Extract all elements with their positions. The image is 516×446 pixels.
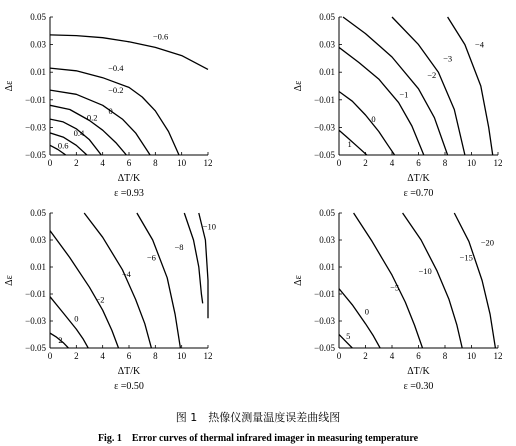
y-tick-label: 0.03 (319, 39, 335, 50)
x-tick-label: 12 (203, 158, 213, 168)
panel-title: ε =0.70 (403, 188, 434, 199)
y-axis-label: Δε (293, 275, 304, 286)
x-tick-label: 12 (493, 158, 503, 168)
x-tick-label: 12 (493, 351, 503, 361)
panel-title: ε =0.50 (114, 381, 144, 392)
x-tick-label: 6 (126, 158, 132, 168)
x-axis-label: ΔT/K (117, 366, 141, 377)
x-tick-label: 2 (363, 351, 368, 361)
chart-panel-2 (293, 12, 503, 199)
y-tick-label: −0.03 (314, 122, 335, 133)
contour-label: 0 (74, 313, 79, 324)
x-tick-label: 0 (336, 351, 342, 361)
series-curve (50, 297, 88, 348)
contour-label: −8 (174, 241, 184, 252)
x-tick-label: 4 (389, 158, 395, 168)
x-tick-label: 8 (442, 351, 448, 361)
x-tick-label: 2 (363, 158, 368, 168)
y-tick-label: −0.03 (314, 316, 335, 326)
x-axis-label: ΔT/K (407, 366, 430, 377)
y-tick-label: −0.05 (25, 150, 46, 160)
contour-label: 0 (371, 114, 376, 125)
y-tick-label: −0.01 (314, 289, 335, 299)
contour-label: −0.2 (108, 85, 124, 96)
y-tick-label: −0.05 (25, 343, 46, 353)
x-tick-label: 10 (177, 351, 187, 361)
y-tick-label: −0.01 (25, 289, 46, 299)
chart-panel-4 (293, 208, 503, 392)
x-tick-label: 10 (467, 351, 476, 361)
y-tick-label: 0.05 (319, 12, 335, 22)
y-tick-label: 0.03 (319, 235, 335, 245)
series-curve (137, 213, 181, 348)
contour-label: −0.6 (152, 31, 169, 42)
x-tick-label: 8 (153, 158, 158, 168)
x-tick-label: 8 (153, 351, 158, 361)
y-axis-label: Δε (4, 80, 15, 92)
series-curve (84, 213, 151, 348)
x-tick-label: 4 (100, 158, 105, 168)
contour-label: 0.6 (57, 140, 69, 151)
x-tick-label: 6 (416, 158, 421, 168)
contour-label: 2 (58, 334, 63, 345)
x-tick-label: 6 (126, 351, 132, 361)
x-tick-label: 6 (416, 351, 421, 361)
contour-label: −15 (459, 252, 473, 263)
chart-panel-1 (4, 12, 213, 199)
x-tick-label: 10 (177, 158, 187, 168)
y-tick-label: 0.01 (319, 67, 335, 78)
x-axis-label: ΔT/K (407, 173, 430, 184)
y-tick-label: −0.03 (25, 122, 46, 133)
contour-label: −4 (121, 268, 131, 279)
series-curve (50, 35, 208, 70)
contour-label: 5 (346, 330, 351, 341)
y-tick-label: 0.03 (30, 235, 46, 245)
contour-label: −20 (480, 237, 495, 248)
y-tick-label: 0.05 (319, 208, 335, 218)
contour-label: 0 (108, 105, 113, 116)
y-tick-label: 0.01 (319, 262, 335, 272)
y-tick-label: −0.05 (314, 343, 335, 353)
contour-label: −1 (399, 89, 409, 100)
y-tick-label: −0.05 (314, 150, 335, 160)
contour-label: −10 (202, 221, 216, 232)
x-tick-label: 2 (74, 158, 79, 168)
series-curve (343, 17, 448, 155)
y-tick-label: 0.01 (30, 67, 46, 78)
x-tick-label: 12 (203, 351, 213, 361)
contour-label: 0.4 (73, 127, 85, 138)
series-curve (392, 17, 465, 155)
x-tick-label: 0 (336, 158, 342, 168)
contour-label: −2 (95, 294, 105, 305)
x-tick-label: 0 (47, 158, 53, 168)
contour-label: 0 (364, 306, 369, 317)
x-tick-label: 0 (47, 351, 53, 361)
contour-label: −4 (474, 39, 484, 50)
panel-title: ε =0.93 (114, 188, 144, 199)
chart-panel-3 (4, 208, 216, 392)
series-curve (50, 231, 119, 348)
series-curve (454, 213, 495, 348)
panel-title: ε =0.30 (403, 381, 434, 392)
series-curve (184, 213, 202, 303)
series-curve (339, 130, 367, 155)
y-tick-label: 0.03 (30, 39, 46, 50)
contour-label: −6 (146, 252, 156, 263)
series-curve (448, 17, 493, 155)
y-tick-label: −0.01 (314, 94, 335, 105)
contour-label: −2 (427, 69, 437, 80)
x-axis-label: ΔT/K (117, 173, 141, 184)
x-tick-label: 4 (389, 351, 395, 361)
contour-label: −5 (390, 282, 400, 293)
y-tick-label: 0.05 (30, 12, 46, 22)
x-tick-label: 2 (74, 351, 79, 361)
contour-label: 1 (347, 138, 352, 149)
y-tick-label: −0.03 (25, 316, 46, 326)
series-curve (403, 213, 463, 348)
contour-label: 0.2 (86, 112, 98, 123)
x-tick-label: 10 (467, 158, 476, 168)
caption-english: Fig. 1 Error curves of thermal infrared imager in measuring temperature (97, 433, 419, 444)
y-axis-label: Δε (293, 80, 304, 92)
contour-label: −0.4 (108, 63, 124, 74)
y-tick-label: −0.01 (25, 94, 46, 105)
series-curve (354, 213, 423, 348)
y-tick-label: 0.01 (30, 262, 46, 272)
x-tick-label: 4 (100, 351, 105, 361)
x-tick-label: 8 (442, 158, 448, 168)
y-axis-label: Δε (4, 275, 15, 286)
contour-label: −3 (443, 53, 453, 64)
y-tick-label: 0.05 (30, 208, 46, 218)
contour-label: −10 (418, 266, 432, 277)
caption-chinese: 图 1 热像仪测量温度误差曲线图 (175, 411, 341, 424)
